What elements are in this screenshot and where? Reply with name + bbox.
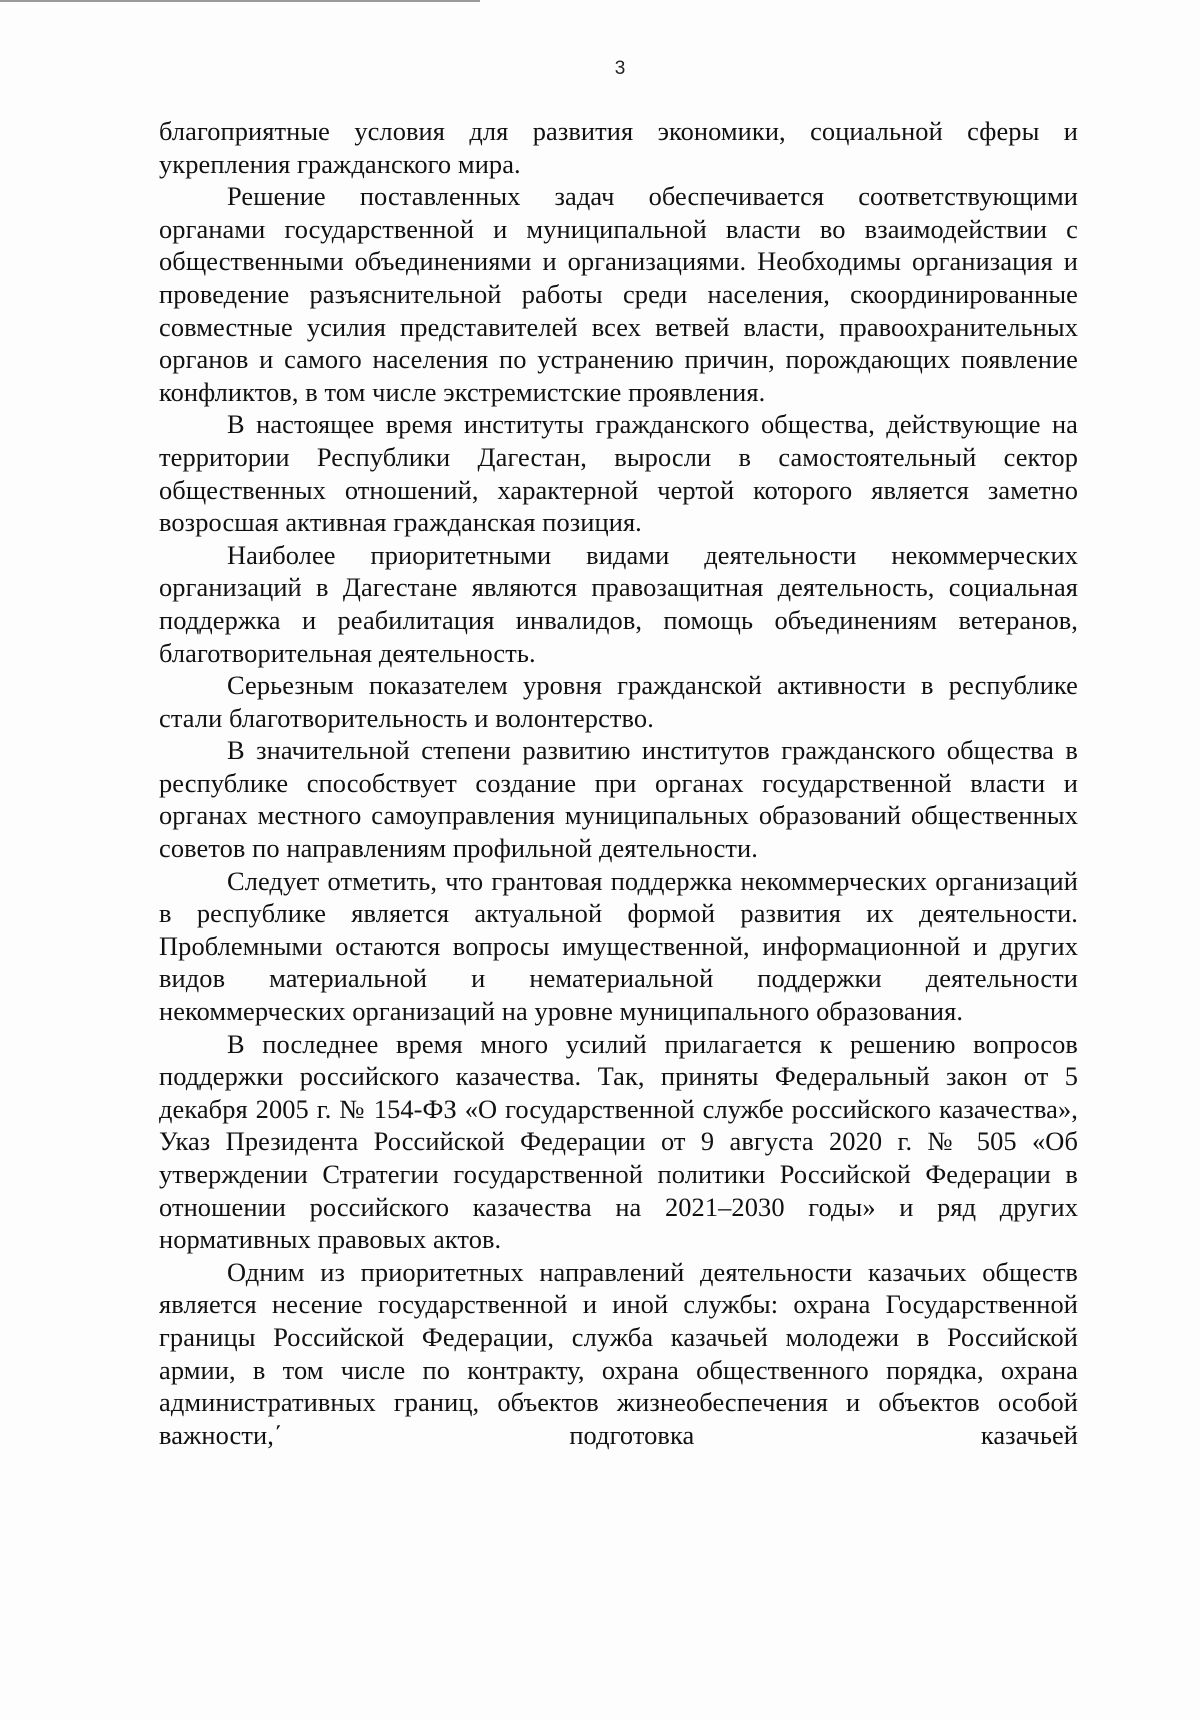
paragraph-6: В значительной степени развитию институтов гражданского общества в республике способствует создание при органах государственной власти и органах местного самоуправления муниципальных образований общественных советов по направлениям профильной деятельности. (159, 735, 1078, 864)
document-body (159, 115, 1078, 1451)
paragraph-5: Серьезным показателем уровня гражданской активности в республике стали благотворительность и волонтерство. (159, 670, 1078, 733)
paragraph-9: Одним из приоритетных направлений деятельности казачьих обществ является несение государственной и иной службы: охрана Государственной границы Российской Федерации, служба казачьей молодежи в Российской армии, в том числе по контракту, охрана общественного порядка, охрана административных границ, объектов жизнеобеспечения и объектов особой важности,΄ подготовка казачьей (159, 1256, 1078, 1450)
paragraph-2: Решение поставленных задач обеспечивается соответствующими органами государственной и муниципальной власти во взаимодействии с общественными объединениями и организациями. Необходимы организация и проведение разъяснительной работы среди населения, скоординированные совместные усилия представителей всех ветвей власти, правоохранительных органов и самого населения по устранению причин, порождающих появление конфликтов, в том числе экстремистские проявления. (159, 181, 1078, 407)
paragraph-7: Следует отметить, что грантовая поддержка некоммерческих организаций в республике является актуальной формой развития их деятельности. Проблемными остаются вопросы имущественной, информационной и других видов материальной и нематериальной поддержки деятельности некоммерческих организаций на уровне муниципального образования. (159, 865, 1078, 1027)
paragraph-8: В последнее время много усилий прилагается к решению вопросов поддержки российского казачества. Так, приняты Федеральный закон от 5 декабря 2005 г. № 154-ФЗ «О государственной службе российского казачества», Указ Президента Российской Федерации от 9 августа 2020 г. № 505 «Об утверждении Стратегии государственной политики Российской Федерации в отношении российского казачества на 2021–2030 годы» и ряд других нормативных правовых актов. (159, 1028, 1078, 1255)
scan-edge-line (0, 0, 480, 2)
paragraph-1: благоприятные условия для развития экономики, социальной сферы и укрепления гражданского мира. (159, 116, 1078, 179)
paragraph-4: Наиболее приоритетными видами деятельности некоммерческих организаций в Дагестане являются правозащитная деятельность, социальная поддержка и реабилитация инвалидов, помощь объединениям ветеранов, благотворительная деятельность. (159, 539, 1078, 668)
page-number: 3 (614, 58, 626, 79)
paragraph-3: В настоящее время институты гражданского общества, действующие на территории Республики Дагестан, выросли в самостоятельный сектор общественных отношений, характерной чертой которого является заметно возросшая активная гражданская позиция. (159, 409, 1078, 538)
